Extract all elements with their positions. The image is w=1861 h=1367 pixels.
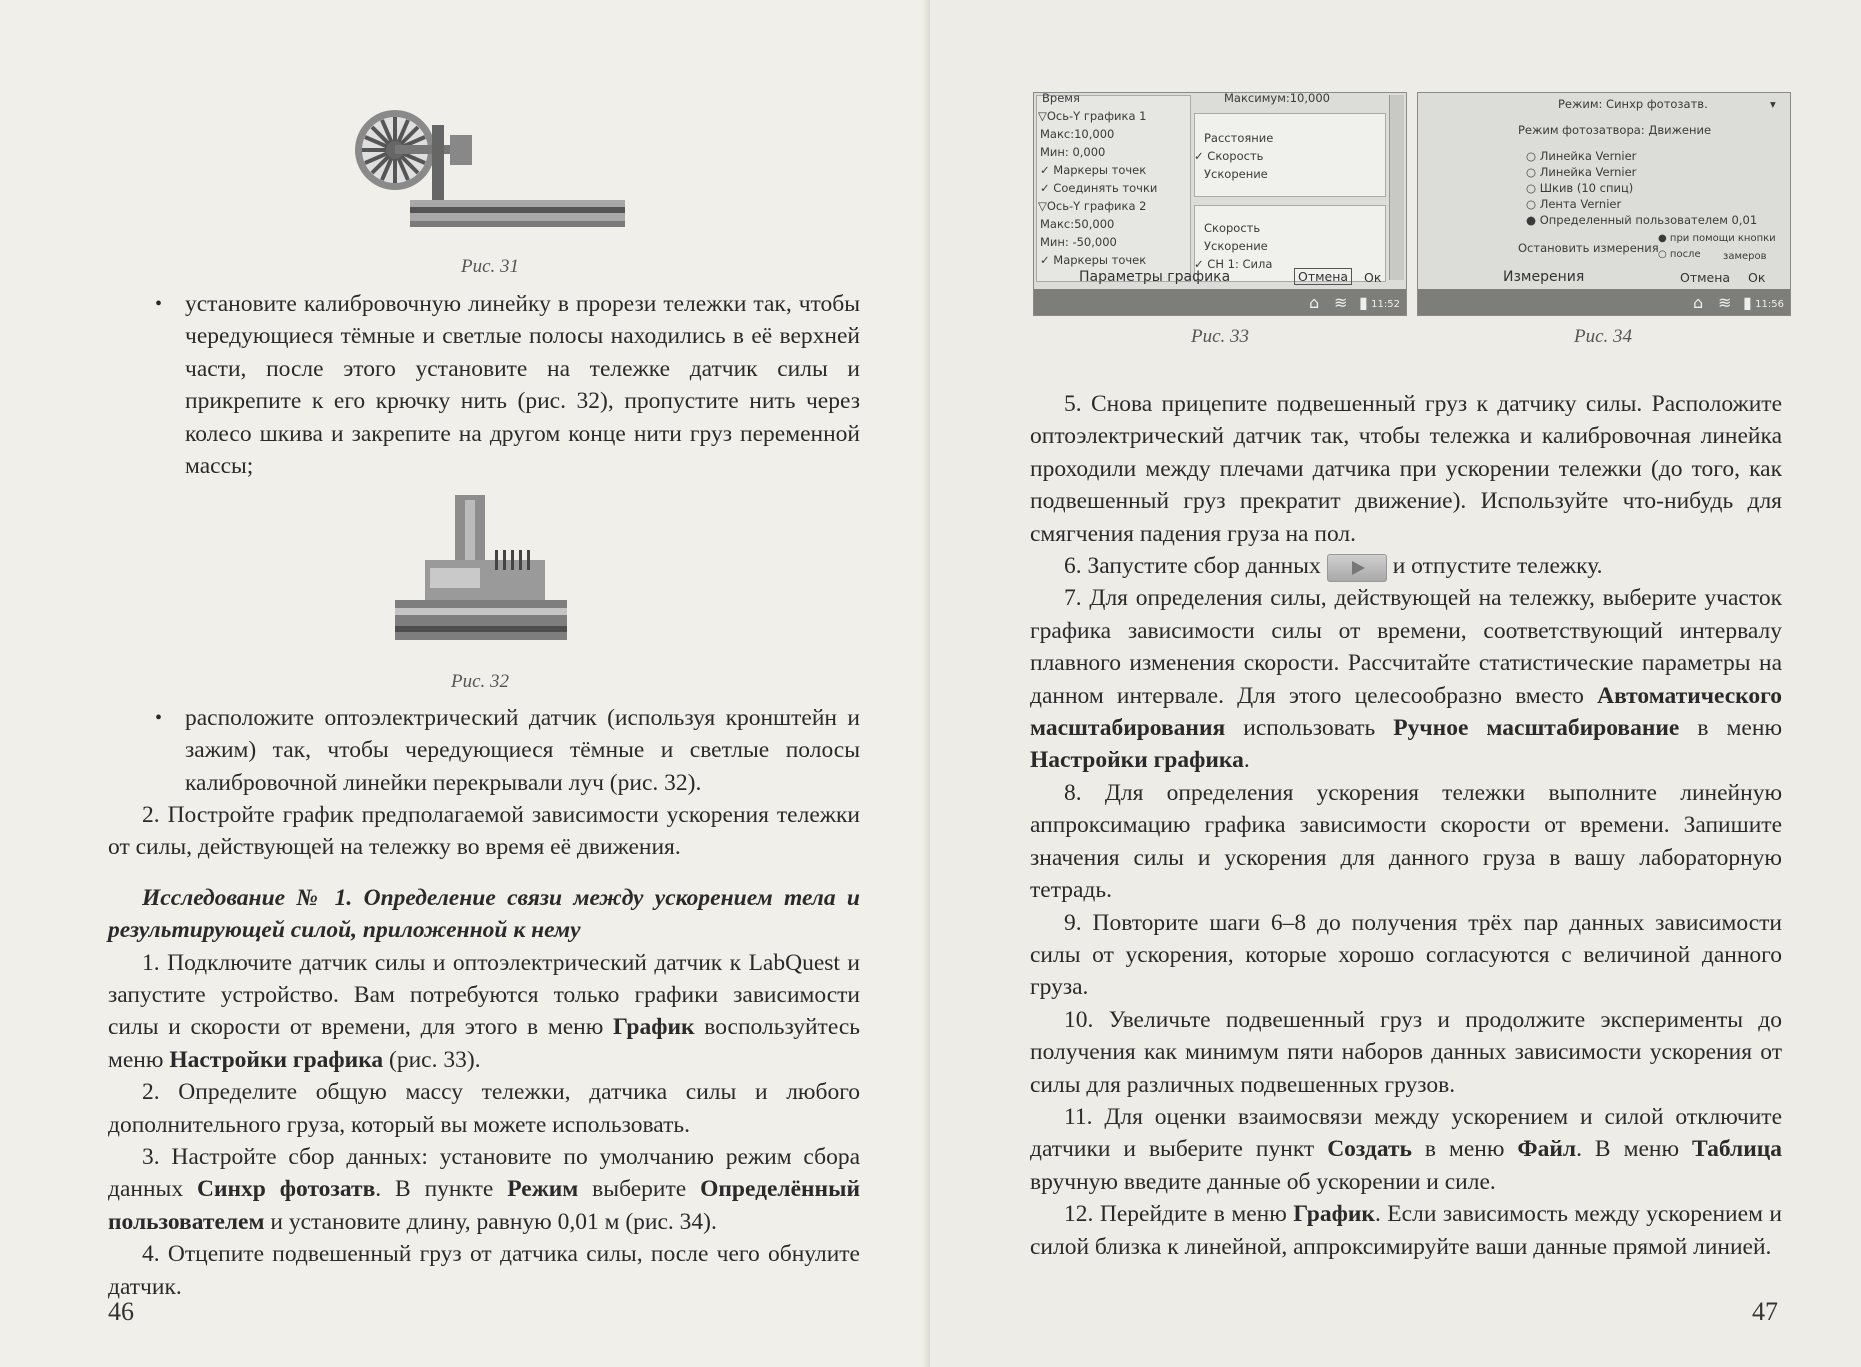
figure-33-caption: Рис. 33 bbox=[1190, 326, 1250, 347]
radio-option-selected[interactable]: ● Определенный пользователем 0,01 bbox=[1526, 213, 1758, 227]
right-text-block bbox=[1030, 388, 1782, 1263]
page-number-left: 46 bbox=[108, 1297, 134, 1326]
scrollbar[interactable] bbox=[1389, 95, 1404, 280]
home-icon[interactable]: ⌂ bbox=[1693, 293, 1704, 312]
battery-icon: ▮ bbox=[1743, 293, 1752, 312]
page-number-right: 47 bbox=[1752, 1297, 1778, 1326]
clock: 11:52 bbox=[1371, 299, 1400, 310]
left-text-block-3 bbox=[108, 799, 860, 1303]
radio-option[interactable]: ○ Шкив (10 спиц) bbox=[1526, 181, 1634, 195]
step-8: 8. Для определения ускорения тележки выполните линейную аппроксимацию графика зависимости скорости от времени. Запишите значения силы и ускорения для данного груза в вашу лабораторную тетрадь. bbox=[1030, 779, 1782, 904]
figure-34-measurement-screenshot: Режим: Синхр фотозатв. ▾ Режим фотозатвора: Движение ○ Линейка Vernier ○ Линейка Vernier ○ Шкив (10 спиц) ○ Лента Vernier ● Определенный пользователем 0,01 Остановить измерения ● при помощи кнопки ○ после замеров Измерения Отмена Ок ⌂ ≋ ▮ 11:56 bbox=[1417, 92, 1791, 316]
step-2: 2. Постройте график предполагаемой зависимости ускорения тележки от силы, действующей на тележку во время её движения. bbox=[108, 802, 860, 861]
battery-icon: ▮ bbox=[1359, 293, 1368, 312]
right-page bbox=[930, 0, 1861, 1367]
home-icon[interactable]: ⌂ bbox=[1309, 293, 1320, 312]
step-1: 1. Подключите датчик силы и оптоэлектрический датчик к LabQuest и запустите устройство. Вам потребуются только графики зависимости силы и скорости от времени, для этого в меню График воспользуйтесь меню Настройки графика (рис. 33). bbox=[108, 949, 860, 1073]
figure-32-cart-photo bbox=[395, 490, 567, 655]
cancel-button[interactable]: Отмена bbox=[1680, 270, 1731, 285]
investigation-heading: Исследование № 1. Определение связи между ускорением тела и результирующей силой, приложенной к нему bbox=[108, 884, 860, 944]
ok-button[interactable]: Ок bbox=[1364, 270, 1382, 285]
step-6: 6. Запустите сбор данных и отпустите тележку. bbox=[1030, 550, 1782, 582]
radio-option[interactable]: ○ Линейка Vernier bbox=[1526, 165, 1637, 179]
bullet-item-1: • установите калибровочную линейку в прорези тележки так, чтобы чередующиеся тёмные и светлые полосы находились в её верхней части, после этого установите на тележке датчик силы и прикрепите к его крючку нить (рис. 32), пропустите нить через колесо шкива и закрепите на другом конце нити груз переменной массы; bbox=[155, 291, 860, 480]
step-3: 3. Настройте сбор данных: установите по умолчанию режим сбора данных Синхр фотозатв. В пункте Режим выберите Определённый пользователем и установите длину, равную 0,01 м (рис. 34). bbox=[108, 1144, 860, 1235]
radio-option[interactable]: ○ Лента Vernier bbox=[1526, 197, 1622, 211]
status-bar bbox=[1418, 289, 1790, 315]
clock: 11:56 bbox=[1755, 299, 1784, 310]
left-text-block-2 bbox=[155, 702, 860, 799]
status-bar bbox=[1034, 289, 1406, 315]
wifi-icon: ≋ bbox=[1718, 293, 1732, 312]
graph-settings-title: Параметры графика bbox=[1079, 269, 1231, 285]
figure-32-caption: Рис. 32 bbox=[450, 671, 510, 692]
step-2b: 2. Определите общую массу тележки, датчика силы и любого дополнительного груза, который вы можете использовать. bbox=[108, 1079, 860, 1138]
ok-button[interactable]: Ок bbox=[1748, 270, 1766, 285]
step-5: 5. Снова прицепите подвешенный груз к датчику силы. Расположите оптоэлектрический датчик так, чтобы тележка и калибровочная линейка проходили между плечами датчика при ускорении тележки (до того, как подвешенный груз прекратит движение). Используйте что-нибудь для смягчения падения груза на пол. bbox=[1030, 391, 1782, 547]
bullet-item-2: • расположите оптоэлектрический датчик (используя кронштейн и зажим) так, чтобы чередующиеся тёмные и светлые полосы калибровочной линейки перекрывали луч (рис. 32). bbox=[155, 705, 860, 796]
radio-option[interactable]: ○ Линейка Vernier bbox=[1526, 149, 1637, 163]
left-text-block-1 bbox=[155, 288, 860, 482]
figure-31-pulley-photo bbox=[350, 95, 625, 245]
wifi-icon: ≋ bbox=[1334, 293, 1348, 312]
left-page bbox=[0, 0, 930, 1367]
step-9: 9. Повторите шаги 6–8 до получения трёх пар данных зависимости силы от ускорения, которые хорошо согласуются с величиной данного груза. bbox=[1030, 909, 1782, 1001]
figure-34-caption: Рис. 34 bbox=[1573, 326, 1633, 347]
figure-31-caption: Рис. 31 bbox=[460, 256, 520, 277]
step-11: 11. Для оценки взаимосвязи между ускорением и силой отключите датчики и выберите пункт Создать в меню Файл. В меню Таблица вручную введите данные об ускорении и силе. bbox=[1030, 1103, 1783, 1195]
chevron-down-icon[interactable]: ▾ bbox=[1770, 97, 1776, 111]
step-7: 7. Для определения силы, действующей на тележку, выберите участок графика зависимости силы от времени, соответствующий интервалу плавного изменения скорости. Рассчитайте статистические параметры на данном интервале. Для этого целесообразно вместо Автоматического масштабирования использовать Ручное масштабирование в меню Настройки графика. bbox=[1030, 585, 1782, 774]
step-12: 12. Перейдите в меню График. Если зависимость между ускорением и силой близка к линейной, аппроксимируйте ваши данные прямой линией. bbox=[1030, 1201, 1783, 1260]
start-collection-button[interactable] bbox=[1327, 554, 1387, 582]
figure-33-graph-settings-screenshot: Время Максимум:10,000 ▽Ось-Y графика 1 Макс:10,000 Мин: 0,000 ✓ Маркеры точек ✓ Соединять точки ▽Ось-Y графика 2 Макс:50,000 Мин: -50,000 ✓ Маркеры точек Расстояние ✓ Скорость Ускорение Скорость Ускорение ✓ CH 1: Сила Параметры графика Отмена Ок ⌂ ≋ ▮ 11:52 bbox=[1033, 92, 1407, 316]
cancel-button[interactable]: Отмена bbox=[1294, 268, 1352, 285]
measurement-title: Измерения bbox=[1503, 269, 1585, 285]
step-10: 10. Увеличьте подвешенный груз и продолжите эксперименты до получения как минимум пяти наборов данных зависимости ускорения от силы для различных подвешенных грузов. bbox=[1030, 1006, 1782, 1098]
step-4: 4. Отцепите подвешенный груз от датчика силы, после чего обнулите датчик. bbox=[108, 1241, 860, 1300]
